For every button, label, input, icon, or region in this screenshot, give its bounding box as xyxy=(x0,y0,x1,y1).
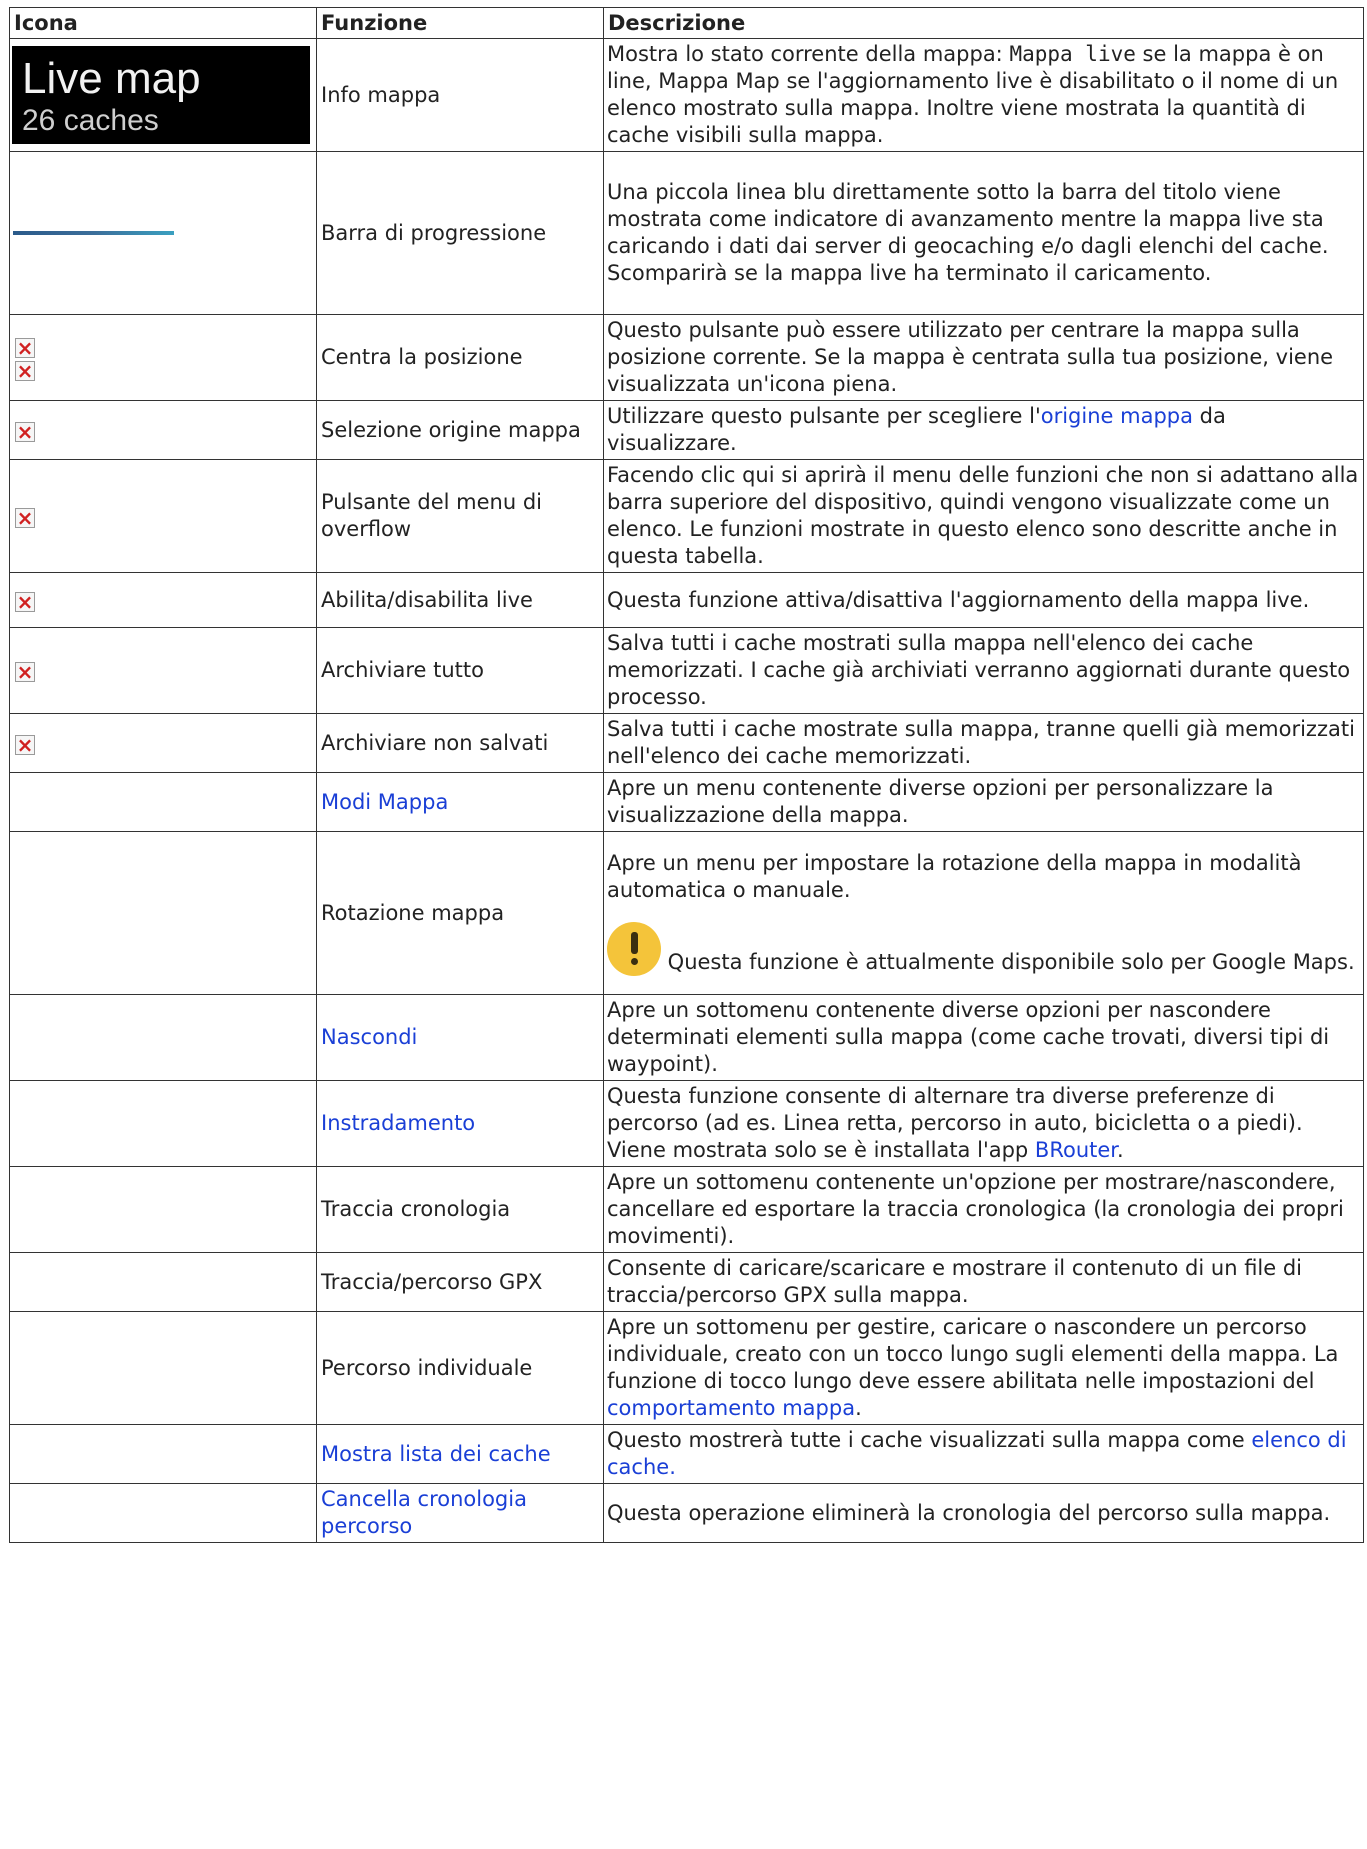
description-cell: Questo pulsante può essere utilizzato per centrare la mappa sulla posizione corrente. Se la mappa è centrata sulla tua posizione, viene visualizzata un'icona piena. xyxy=(604,315,1364,401)
header-icon: Icona xyxy=(10,8,317,39)
table-row xyxy=(10,152,1364,315)
description-text: Mostra lo stato corrente della mappa: xyxy=(607,42,1010,66)
store-unsaved-icon[interactable] xyxy=(15,735,35,755)
table-row xyxy=(10,1312,1364,1425)
icon-cell xyxy=(10,1484,317,1543)
store-all-icon[interactable] xyxy=(15,662,35,682)
description-cell xyxy=(604,401,1364,460)
cancella-cronologia-link[interactable]: Cancella cronologia percorso xyxy=(321,1487,527,1538)
table-row xyxy=(10,1081,1364,1167)
icon-cell xyxy=(10,1425,317,1484)
table-row xyxy=(10,995,1364,1081)
function-cell: Selezione origine mappa xyxy=(317,401,604,460)
function-cell: Traccia cronologia xyxy=(317,1167,604,1253)
description-text: Questo mostrerà tutte i cache visualizzati sulla mappa come xyxy=(607,1428,1252,1452)
table-row xyxy=(10,460,1364,573)
nascondi-link[interactable]: Nascondi xyxy=(321,1025,418,1049)
description-cell: Salva tutti i cache mostrate sulla mappa, tranne quelli già memorizzati nell'elenco dei cache memorizzati. xyxy=(604,714,1364,773)
description-text: da visualizzare. xyxy=(607,404,1226,455)
table-row xyxy=(10,315,1364,401)
table-header-row xyxy=(10,8,1364,39)
function-cell xyxy=(317,773,604,832)
description-text: . xyxy=(1117,1138,1124,1162)
icon-cell xyxy=(10,1312,317,1425)
code-mappa-live: Mappa live xyxy=(1009,42,1136,66)
live-map-info-image xyxy=(12,46,310,144)
description-cell: Questa funzione attiva/disattiva l'aggiornamento della mappa live. xyxy=(604,573,1364,628)
live-map-title: Live map xyxy=(22,54,201,103)
mostra-lista-link[interactable]: Mostra lista dei cache xyxy=(321,1441,551,1466)
overflow-menu-icon[interactable] xyxy=(15,508,35,528)
table-row xyxy=(10,1167,1364,1253)
icon-cell xyxy=(10,315,317,401)
icon-cell xyxy=(10,995,317,1081)
elenco-di-cache-link[interactable]: elenco di cache. xyxy=(607,1428,1347,1479)
description-cell: Apre un menu contenente diverse opzioni per personalizzare la visualizzazione della mappa. xyxy=(604,773,1364,832)
table-row xyxy=(10,573,1364,628)
icon-cell xyxy=(10,1253,317,1312)
description-text: Questa funzione consente di alternare tra diverse preferenze di percorso (ad es. Linea retta, percorso in auto, bicicletta o a piedi). Viene mostrata solo se è installata l'app xyxy=(607,1084,1303,1162)
function-cell xyxy=(317,995,604,1081)
function-cell: Archiviare tutto xyxy=(317,628,604,714)
function-cell: Centra la posizione xyxy=(317,315,604,401)
table-row xyxy=(10,832,1364,995)
icon-cell xyxy=(10,714,317,773)
live-map-cache-count: 26 caches xyxy=(22,104,159,137)
brouter-link[interactable]: BRouter xyxy=(1034,1138,1117,1162)
instradamento-link[interactable]: Instradamento xyxy=(321,1111,476,1135)
icon-cell xyxy=(10,832,317,995)
description-text: . xyxy=(855,1396,862,1420)
icon-cell xyxy=(10,401,317,460)
description-text: Utilizzare questo pulsante per scegliere l' xyxy=(607,404,1041,428)
table-row xyxy=(10,1484,1364,1543)
table-row xyxy=(10,1425,1364,1484)
function-cell xyxy=(317,1484,604,1543)
description-text: Apre un menu per impostare la rotazione della mappa in modalità automatica o manuale. xyxy=(607,851,1302,902)
table-row xyxy=(10,39,1364,152)
icon-cell xyxy=(10,39,317,152)
function-cell: Pulsante del menu di overflow xyxy=(317,460,604,573)
description-cell xyxy=(604,1425,1364,1484)
table-row xyxy=(10,628,1364,714)
origine-mappa-link[interactable]: origine mappa xyxy=(1040,404,1193,428)
function-cell xyxy=(317,1425,604,1484)
warning-icon xyxy=(607,922,661,976)
code-mappa-map: Mappa Map xyxy=(658,69,780,93)
table-row xyxy=(10,401,1364,460)
function-cell: Barra di progressione xyxy=(317,152,604,315)
live-toggle-icon[interactable] xyxy=(15,592,35,612)
description-cell xyxy=(604,832,1364,995)
description-cell xyxy=(604,39,1364,152)
note-text: Questa funzione è attualmente disponibile solo per Google Maps. xyxy=(661,950,1355,974)
comportamento-mappa-link[interactable]: comportamento mappa xyxy=(607,1396,856,1420)
function-cell: Traccia/percorso GPX xyxy=(317,1253,604,1312)
icon-cell xyxy=(10,628,317,714)
icon-cell xyxy=(10,152,317,315)
center-position-filled-icon[interactable] xyxy=(15,361,35,381)
table-row xyxy=(10,773,1364,832)
table-row xyxy=(10,714,1364,773)
description-cell: Apre un sottomenu contenente un'opzione per mostrare/nascondere, cancellare ed esportare la traccia cronologica (la cronologia dei propri movimenti). xyxy=(604,1167,1364,1253)
description-text: Apre un sottomenu per gestire, caricare o nascondere un percorso individuale, creato con un tocco lungo sugli elementi della mappa. La funzione di tocco lungo deve essere abilitata nelle impostazioni del xyxy=(607,1315,1339,1393)
header-function: Funzione xyxy=(317,8,604,39)
description-text: se la mappa è on line, xyxy=(607,42,1324,93)
table-row xyxy=(10,1253,1364,1312)
description-cell: Salva tutti i cache mostrati sulla mappa nell'elenco dei cache memorizzati. I cache già archiviati verranno aggiornati durante questo processo. xyxy=(604,628,1364,714)
description-cell: Facendo clic qui si aprirà il menu delle funzioni che non si adattano alla barra superiore del dispositivo, quindi vengono visualizzate come un elenco. Le funzioni mostrate in questo elenco sono descritte anche in questa tabella. xyxy=(604,460,1364,573)
description-cell: Consente di caricare/scaricare e mostrare il contenuto di un file di traccia/percorso GPX sulla mappa. xyxy=(604,1253,1364,1312)
function-cell xyxy=(317,1081,604,1167)
function-cell: Percorso individuale xyxy=(317,1312,604,1425)
description-cell xyxy=(604,1312,1364,1425)
function-cell: Info mappa xyxy=(317,39,604,152)
description-cell xyxy=(604,1081,1364,1167)
modi-mappa-link[interactable]: Modi Mappa xyxy=(321,789,449,814)
icon-cell xyxy=(10,1167,317,1253)
function-cell: Rotazione mappa xyxy=(317,832,604,995)
map-source-icon[interactable] xyxy=(15,422,35,442)
function-cell: Abilita/disabilita live xyxy=(317,573,604,628)
map-functions-table xyxy=(9,7,1364,1543)
function-cell: Archiviare non salvati xyxy=(317,714,604,773)
description-cell: Apre un sottomenu contenente diverse opzioni per nascondere determinati elementi sulla mappa (come cache trovati, diversi tipi di waypoint). xyxy=(604,995,1364,1081)
description-text: se l'aggiornamento live è disabilitato o il nome di un elenco mostrato sulla mappa. Inoltre viene mostrata la quantità di cache visibili sulla mappa. xyxy=(607,69,1339,147)
icon-cell xyxy=(10,1081,317,1167)
description-cell: Una piccola linea blu direttamente sotto la barra del titolo viene mostrata come indicatore di avanzamento mentre la mappa live sta caricando i dati dai server di geocaching e/o dagli elenchi del cache. Scomparirà se la mappa live ha terminato il caricamento. xyxy=(604,152,1364,315)
icon-cell xyxy=(10,460,317,573)
icon-cell xyxy=(10,573,317,628)
center-position-icon[interactable] xyxy=(15,338,35,358)
icon-cell xyxy=(10,773,317,832)
header-description: Descrizione xyxy=(604,8,1364,39)
note-block xyxy=(607,922,1360,976)
progress-bar-image xyxy=(13,231,174,235)
description-cell: Questa operazione eliminerà la cronologia del percorso sulla mappa. xyxy=(604,1484,1364,1543)
